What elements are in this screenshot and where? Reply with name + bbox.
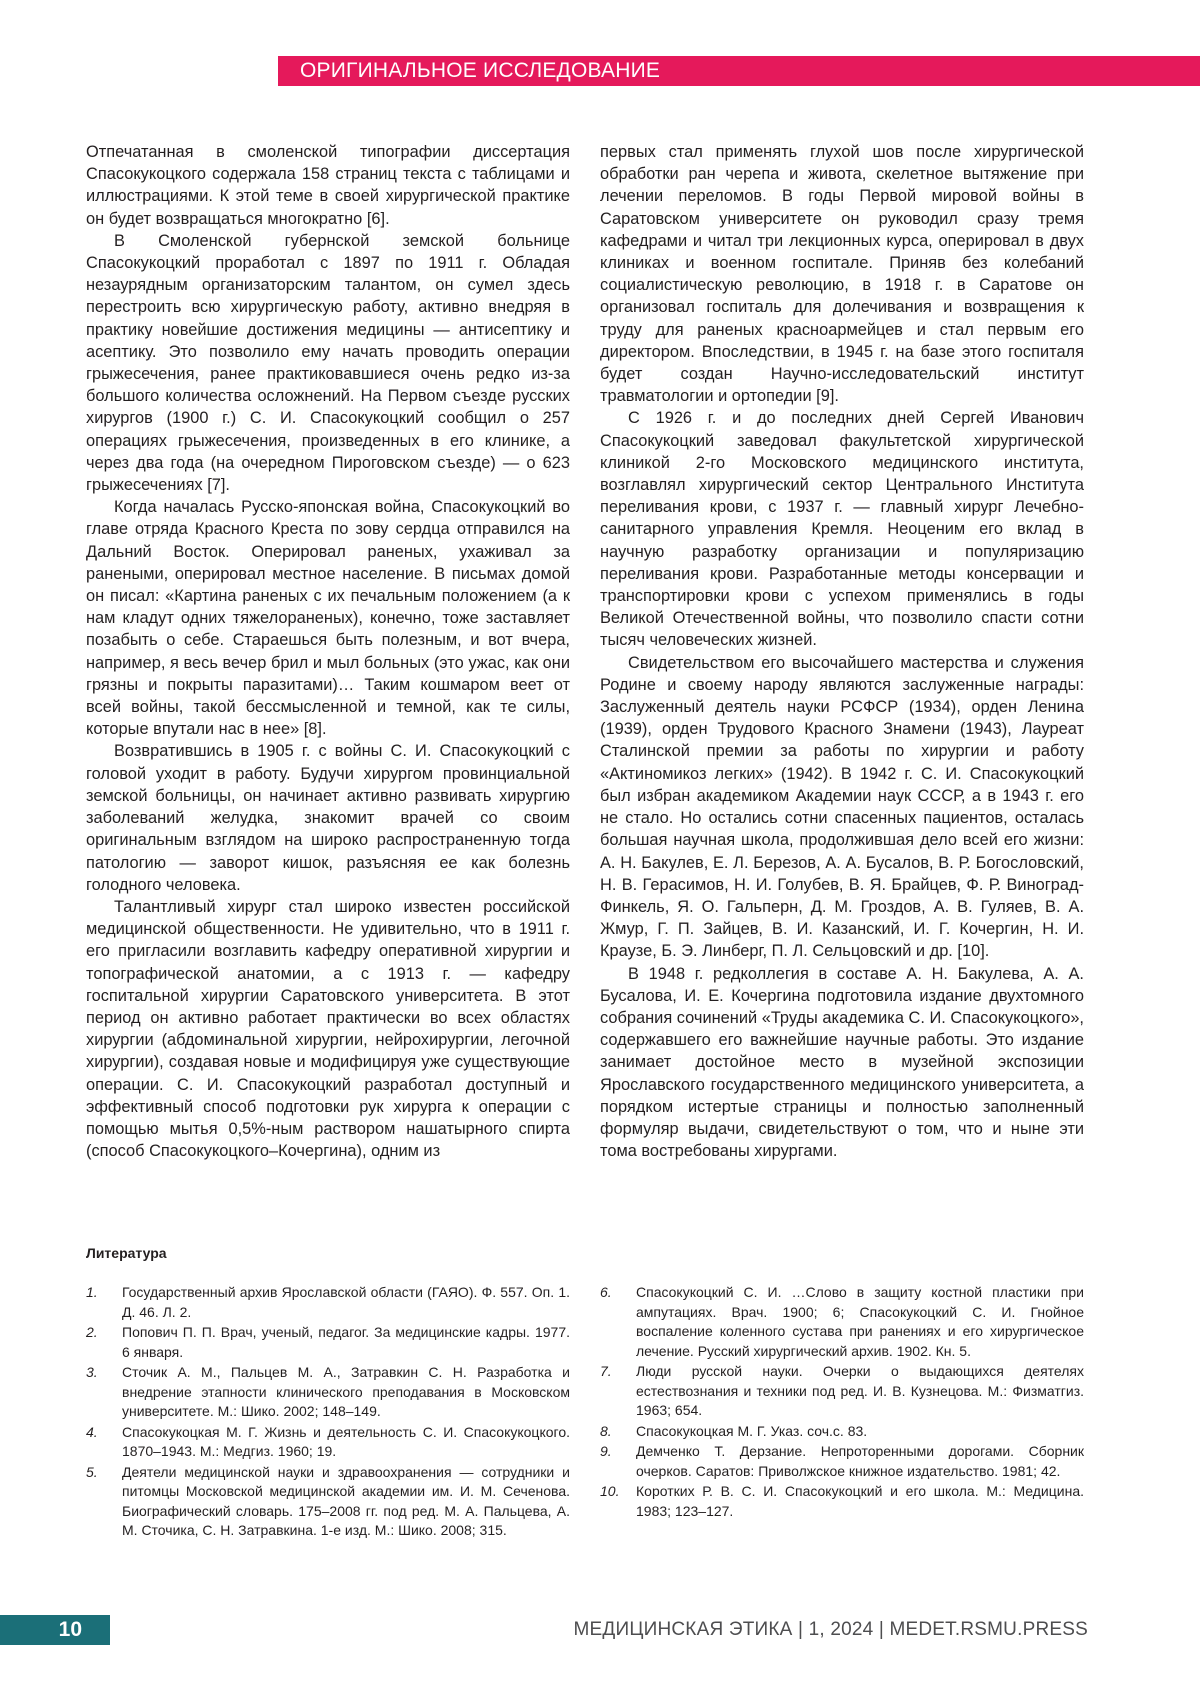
reference-number: 9. xyxy=(600,1443,612,1459)
section-label: ОРИГИНАЛЬНОЕ ИССЛЕДОВАНИЕ xyxy=(300,59,661,82)
reference-item xyxy=(86,1323,570,1362)
paragraph: Талантливый хирург стал широко известен российской медицинской общественности. Не удивительно, что в 1911 г. его пригласили возглавить кафедру оперативной хирургии и топографической анатомии, а с 1913 г. — кафедру госпитальной хирургии Саратовского университета. В этот период он активно работает практически во всех областях хирургии (абдоминальной хирургии, нейрохирургии, легочной хирургии), создавая новые и модифицируя уже существующие операции. С. И. Спасокукоцкий разработал доступный и эффективный способ подготовки рук хирурга к операции с помощью мытья 0,5%-ным раствором нашатырного спирта (способ Спасокукоцкого–Кочергина), одним из xyxy=(86,897,570,1161)
reference-text: Деятели медицинской науки и здравоохранения — сотрудники и питомцы Московской медицинской академии им. И. М. Сеченова. Биографический словарь. 175–2008 гг. под ред. М. А. Пальцева, А. М. Сточика, С. Н. Затравкина. 1-е изд. М.: Шико. 2008; 315. xyxy=(122,1463,570,1538)
reference-text: Государственный архив Ярославской области (ГАЯО). Ф. 557. Оп. 1. Д. 46. Л. 2. xyxy=(122,1284,570,1320)
reference-item xyxy=(600,1482,1084,1521)
reference-text: Демченко Т. Дерзание. Непроторенными дорогами. Сборник очерков. Саратов: Приволжское книжное издательство. 1981; 42. xyxy=(636,1443,1084,1479)
paragraph: первых стал применять глухой шов после хирургической обработки ран черепа и живота, скелетное вытяжение при лечении переломов. В годы Первой мировой войны в Саратовском университете он руководил сразу тремя кафедрами и читал три лекционных курса, оперировал в двух клиниках и военном госпитале. Приняв без колебаний социалистическую революцию, в 1918 г. в Саратове он организовал госпиталь для долечивания и возвращения к труду для раненых красноармейцев и стал первым его директором. Впоследствии, в 1945 г. на базе этого госпиталя будет создан Научно-исследовательский институт травматологии и ортопедии [9]. xyxy=(600,143,1084,406)
reference-text: Люди русской науки. Очерки о выдающихся деятелях естествознания и техники под ред. И. В. Кузнецова. М.: Физматгиз. 1963; 654. xyxy=(636,1363,1084,1418)
reference-item xyxy=(600,1442,1084,1481)
article-column-right xyxy=(600,141,1084,1162)
paragraph: В Смоленской губернской земской больнице Спасокукоцкий проработал с 1897 по 1911 г. Обладая незаурядным организаторским талантом, он сумел здесь перестроить всю хирургическую работу, активно внедряя в практику новейшие достижения медицины — антисептику и асептику. Это позволило ему начать проводить операции грыжесечения, ранее практиковавшиеся очень редко из-за большого количества осложнений. На Первом съезде русских хирургов (1900 г.) С. И. Спасокукоцкий сообщил о 257 операциях грыжесечения, произведенных в его клинике, а через два года (на очередном Пироговском съезде) — о 623 грыжесечениях [7]. xyxy=(86,231,570,495)
paragraph: В 1948 г. редколлегия в составе А. Н. Бакулева, А. А. Бусалова, И. Е. Кочергина подготовила издание двухтомного собрания сочинений «Труды академика С. И. Спасокукоцкого», содержавшего его важнейшие научные работы. Это издание занимает достойное место в музейной экспозиции Ярославского государственного медицинского университета, а порядком истертые страницы и полностью заполненный формуляр выдачи, свидетельствуют о том, что и ныне эти тома востребованы хирургами. xyxy=(600,964,1084,1161)
page-number: 10 xyxy=(58,1618,82,1641)
article-column-left xyxy=(86,141,570,1162)
reference-number: 10. xyxy=(600,1483,620,1499)
reference-text: Спасокукоцкий С. И. …Слово в защиту костной пластики при ампутациях. Врач. 1900; 6; Спасокукоцкий С. И. Гнойное воспаление коленного сустава при ранениях и его хирургическое лечение. Русский хирургический архив. 1902. Кн. 5. xyxy=(636,1284,1084,1359)
reference-item xyxy=(86,1363,570,1422)
reference-text: Спасокукоцкая М. Г. Указ. соч.с. 83. xyxy=(636,1422,868,1439)
reference-item xyxy=(600,1362,1084,1421)
reference-text: Спасокукоцкая М. Г. Жизнь и деятельность С. И. Спасокукоцкого. 1870–1943. М.: Медгиз. 1960; 19. xyxy=(122,1423,570,1459)
reference-number: 2. xyxy=(86,1324,98,1340)
reference-text: Сточик А. М., Пальцев М. А., Затравкин С. Н. Разработка и внедрение этапности клинического преподавания в Московском университете. М.: Шико. 2002; 148–149. xyxy=(122,1364,570,1419)
references-heading: Литература xyxy=(86,1245,167,1261)
references-list-right xyxy=(600,1283,1084,1522)
reference-item xyxy=(600,1422,1084,1442)
reference-item xyxy=(86,1463,570,1541)
reference-text: Коротких Р. В. С. И. Спасокукоцкий и его школа. М.: Медицина. 1983; 123–127. xyxy=(636,1483,1084,1519)
reference-item xyxy=(86,1423,570,1462)
page-number-badge xyxy=(0,1615,110,1645)
reference-item xyxy=(86,1283,570,1322)
reference-number: 3. xyxy=(86,1364,98,1380)
references-list-left xyxy=(86,1283,570,1542)
journal-footer: МЕДИЦИНСКАЯ ЭТИКА | 1, 2024 | MEDET.RSMU.PRESS xyxy=(573,1619,1088,1640)
reference-text: Попович П. П. Врач, ученый, педагог. За медицинские кадры. 1977. 6 января. xyxy=(122,1324,570,1360)
paragraph: С 1926 г. и до последних дней Сергей Иванович Спасокукоцкий заведовал факультетской хирургической клиникой 2-го Московского медицинского института, возглавлял хирургический сектор Центрального Института переливания крови, с 1937 г. — главный хирург Лечебно-санитарного управления Кремля. Неоценим его вклад в научную разработку организации и популяризацию переливания крови. Разработанные методы консервации и транспортировки крови с успехом применялись в годы Великой Отечественной войны, что позволило спасти сотни тысяч человеческих жизней. xyxy=(600,409,1084,650)
reference-number: 7. xyxy=(600,1363,612,1379)
paragraph: Свидетельством его высочайшего мастерства и служения Родине и своему народу являются заслуженные награды: Заслуженный деятель науки РСФСР (1934), орден Ленина (1939), орден Трудового Красного Знамени (1943), Лауреат Сталинской премии за работы по хирургии и работу «Актиномикоз легких» (1942). В 1942 г. С. И. Спасокукоцкий был избран академиком Академии наук СССР, а в 1943 г. его не стало. Но остались сотни спасенных пациентов, осталась большая научная школа, продолжившая дело всей его жизни: А. Н. Бакулев, Е. Л. Березов, А. А. Бусалов, В. Р. Богословский, Н. В. Герасимов, Н. И. Голубев, В. Я. Брайцев, Ф. Р. Виноград-Финкель, Я. О. Гальперн, Д. М. Гроздов, А. В. Гуляев, В. А. Жмур, Г. П. Зайцев, В. И. Казанский, И. Г. Кочергин, Н. И. Краузе, Б. Э. Линберг, П. Л. Сельцовский и др. [10]. xyxy=(600,653,1084,961)
paragraph: Отпечатанная в смоленской типографии диссертация Спасокукоцкого содержала 158 страниц текста с таблицами и иллюстрациями. К этой теме в своей хирургической практике он будет возвращаться многократно [6]. xyxy=(86,143,570,228)
reference-number: 4. xyxy=(86,1423,98,1440)
paragraph: Возвратившись в 1905 г. с войны С. И. Спасокукоцкий с головой уходит в работу. Будучи хирургом провинциальной земской больницы, он начинает активно развивать хирургию заболеваний желудка, знакомит врачей со своим оригинальным взглядом на широко распространенную тогда патологию — заворот кишок, разъясняя ее как болезнь голодного человека. xyxy=(86,742,570,894)
section-header xyxy=(278,56,1200,86)
reference-number: 5. xyxy=(86,1463,98,1480)
reference-number: 1. xyxy=(86,1284,98,1300)
reference-number: 6. xyxy=(600,1284,612,1300)
reference-item xyxy=(600,1283,1084,1361)
paragraph: Когда началась Русско-японская война, Спасокукоцкий во главе отряда Красного Креста по зову сердца отправился на Дальний Восток. Оперировал раненых, ухаживал за ранеными, оперировал местное население. В письмах домой он писал: «Картина раненых с их печальным положением (а к нам кладут одних тяжелораненых), конечно, тоже заставляет позабыть о себе. Стараешься быть полезным, и вот вчера, например, я весь вечер брил и мыл больных (это ужас, как они грязны и покрыты паразитами)… Таким кошмаром веет от всей войны, такой бессмысленной и темной, как те силы, которые впутали нас в нее» [8]. xyxy=(86,498,570,739)
reference-number: 8. xyxy=(600,1422,612,1439)
